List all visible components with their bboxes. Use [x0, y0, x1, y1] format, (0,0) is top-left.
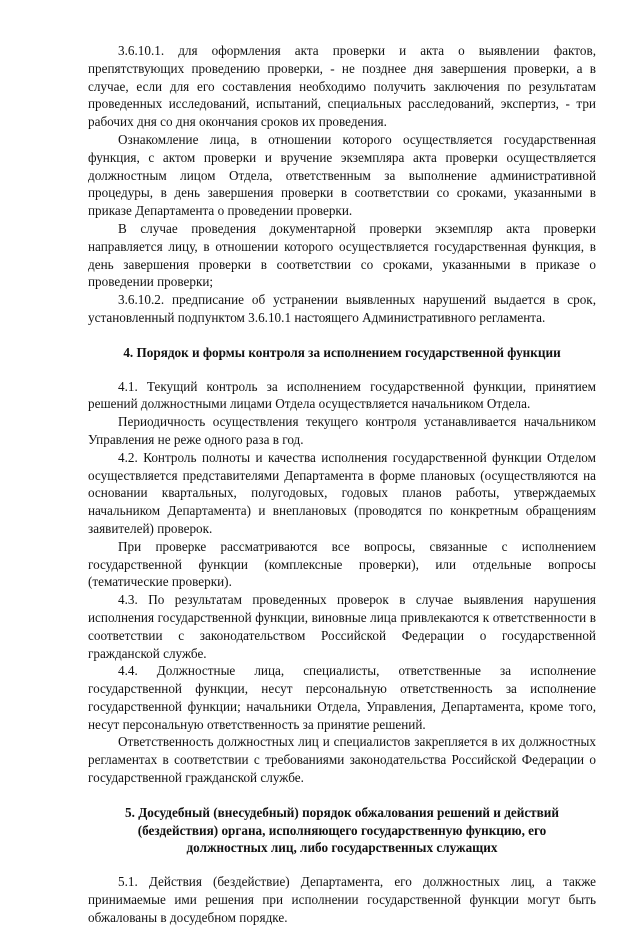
paragraph-4-1: 4.1. Текущий контроль за исполнением государственной функции, принятием решений должностными лицами Отдела осуществляется начальником Отдела.	[88, 378, 596, 412]
paragraph-5-1: 5.1. Действия (бездействие) Департамента, его должностных лиц, а также принимаемые ими решения при исполнении государственной функции могут быть обжалованы в досудебном порядке.	[88, 874, 596, 925]
paragraph-check-scope: При проверке рассматриваются все вопросы, связанные с исполнением государственной функции (комплексные проверки), или отдельные вопросы (тематические проверки).	[88, 538, 596, 590]
section-5-heading-line: (бездействия) органа, исполняющего государственную функцию, его	[137, 822, 547, 838]
paragraph-3-6-10-2: 3.6.10.2. предписание об устранении выявленных нарушений выдается в срок, установленный подпунктом 3.6.10.1 настоящего Административного регламента.	[88, 292, 596, 325]
paragraph-documentary-check: В случае проведения документарной проверки экземпляр акта проверки направляется лицу, в отношении которого осуществляется государственная функция, в день завершения проверки в соответствии со сроками, указанными в приказе о проведении проверки;	[88, 220, 596, 290]
section-5-heading	[88, 804, 596, 857]
paragraph-periodicity: Периодичность осуществления текущего контроля устанавливается начальником Управления не реже одного раза в год.	[88, 414, 596, 447]
paragraph-familiarization: Ознакомление лица, в отношении которого осуществляется государственная функция, с актом проверки и вручение экземпляра акта проверки осуществляется должностным лицом Отдела, ответственным за выполнение административной процедуры, в день завершения проверки в соответствии со сроками, указанными в приказе Департамента о проведении проверки.	[88, 131, 596, 219]
section-5-heading-line: 5. Досудебный (внесудебный) порядок обжалования решений и действий	[125, 804, 559, 820]
section-4-heading: 4. Порядок и формы контроля за исполнением государственной функции	[123, 344, 561, 360]
section-5-heading-line: должностных лиц, либо государственных служащих	[186, 840, 498, 856]
paragraph-3-6-10-1: 3.6.10.1. для оформления акта проверки и акта о выявлении фактов, препятствующих проведению проверки, - не позднее дня завершения проверки, а в случае, если для его составления необходимо получить заключения по результатам проведенных исследований, испытаний, специальных расследований, экспертиз, - три рабочих дня со дня окончания сроков их проведения.	[88, 43, 596, 130]
paragraph-responsibility: Ответственность должностных лиц и специалистов закрепляется в их должностных регламентах в соответствии с требованиями законодательства Российской Федерации о государственной гражданской службе.	[88, 734, 596, 786]
paragraph-4-4: 4.4. Должностные лица, специалисты, ответственные за исполнение государственной функции, несут персональную ответственность за исполнение государственной функции; начальники Отдела, Управления, Департамента, кроме того, несут персональную ответственность за принятие решений.	[88, 663, 596, 732]
document-page	[88, 42, 596, 927]
paragraph-4-3: 4.3. По результатам проведенных проверок в случае выявления нарушения исполнения государственной функции, виновные лица привлекаются к ответственности в соответствии с законодательством Российской Федерации о государственной гражданской службе.	[88, 592, 596, 661]
paragraph-4-2: 4.2. Контроль полноты и качества исполнения государственной функции Отделом осуществляется представителями Департамента в форме плановых (осуществляются на основании квартальных, полугодовых, годовых планов работы, утверждаемых начальником Департамента) и внеплановых (проводятся по конкретным обращениям заявителей) проверок.	[88, 449, 596, 536]
